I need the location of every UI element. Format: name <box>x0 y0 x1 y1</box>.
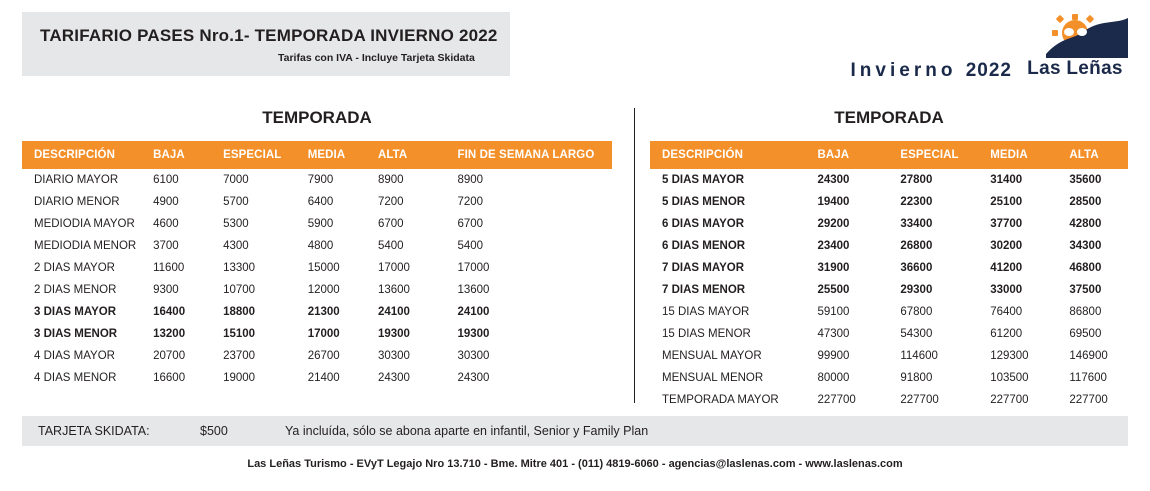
cell-descripcion: 15 DIAS MAYOR <box>662 306 750 318</box>
cell-baja: 25500 <box>817 284 850 296</box>
cell-especial: 67800 <box>900 306 933 318</box>
table-header-row <box>650 141 1128 169</box>
table-row <box>650 213 1128 235</box>
table-row <box>22 257 612 279</box>
cell-baja: 3700 <box>153 240 179 252</box>
skidata-label: TARJETA SKIDATA: <box>38 424 150 438</box>
cell-media: 15000 <box>307 262 340 274</box>
cell-media: 7900 <box>307 174 334 186</box>
cell-fin-semana: 19300 <box>457 328 490 340</box>
table-row <box>650 367 1128 389</box>
table-row <box>650 169 1128 191</box>
cell-fin-semana: 24300 <box>457 372 490 384</box>
cell-alta: 86800 <box>1069 306 1102 318</box>
cell-descripcion: 6 DIAS MAYOR <box>662 218 745 230</box>
cell-descripcion: MENSUAL MENOR <box>662 372 764 384</box>
column-header-especial: ESPECIAL <box>900 141 990 169</box>
table-row <box>22 213 612 235</box>
cell-alta: 37500 <box>1069 284 1102 296</box>
cell-media: 25100 <box>990 196 1023 208</box>
season-year: 2022 <box>965 60 1012 81</box>
left-table-heading: TEMPORADA <box>262 108 372 127</box>
cell-descripcion: DIARIO MAYOR <box>34 174 119 186</box>
column-divider <box>634 108 635 403</box>
cell-alta: 227700 <box>1069 394 1108 406</box>
page-title: TARIFARIO PASES Nro.1- TEMPORADA INVIERNO 2022 <box>40 26 498 45</box>
cell-media: 41200 <box>990 262 1023 274</box>
cell-media: 4800 <box>307 240 334 252</box>
cell-media: 61200 <box>990 328 1023 340</box>
cell-media: 21300 <box>307 306 340 318</box>
cell-baja: 59100 <box>817 306 850 318</box>
cell-especial: 23700 <box>223 350 256 362</box>
table-row <box>22 169 612 191</box>
cell-alta: 17000 <box>377 262 410 274</box>
right-price-table <box>650 141 1128 433</box>
cell-baja: 16400 <box>153 306 186 318</box>
table-row <box>650 191 1128 213</box>
cell-descripcion: 4 DIAS MENOR <box>34 372 117 384</box>
cell-especial: 114600 <box>900 350 938 362</box>
cell-media: 31400 <box>990 174 1023 186</box>
cell-especial: 29300 <box>900 284 933 296</box>
column-header-alta: ALTA <box>1069 141 1128 169</box>
cell-alta: 7200 <box>377 196 404 208</box>
cell-descripcion: 7 DIAS MAYOR <box>662 262 745 274</box>
cell-media: 33000 <box>990 284 1023 296</box>
cell-alta: 6700 <box>377 218 404 230</box>
table-row <box>650 323 1128 345</box>
cell-baja: 24300 <box>817 174 850 186</box>
footer-contact: Las Leñas Turismo - EVyT Legajo Nro 13.710 - Bme. Mitre 401 - (011) 4819-6060 - agencias@laslenas.com - www.laslenas.com <box>247 458 903 470</box>
cell-media: 129300 <box>990 350 1029 362</box>
cell-media: 30200 <box>990 240 1023 252</box>
table-row <box>22 235 612 257</box>
cell-especial: 91800 <box>900 372 933 384</box>
cell-alta: 117600 <box>1069 372 1107 384</box>
cell-especial: 22300 <box>900 196 933 208</box>
cell-baja: 13200 <box>153 328 186 340</box>
brand-name: Las Leñas <box>1027 58 1123 79</box>
cell-baja: 29200 <box>817 218 850 230</box>
cell-descripcion: 3 DIAS MENOR <box>34 328 118 340</box>
cell-fin-semana: 6700 <box>457 218 484 230</box>
season-word: Invierno <box>850 60 957 81</box>
column-header-especial: ESPECIAL <box>223 141 308 169</box>
column-header-baja: BAJA <box>817 141 900 169</box>
page-subtitle: Tarifas con IVA - Incluye Tarjeta Skidata <box>278 52 475 64</box>
table-row <box>22 191 612 213</box>
cell-especial: 4300 <box>223 240 249 252</box>
column-header-fin-de-semana-largo: FIN DE SEMANA LARGO <box>457 141 612 169</box>
cell-baja: 227700 <box>817 394 856 406</box>
table-row <box>22 367 612 389</box>
cell-media: 37700 <box>990 218 1023 230</box>
cell-media: 21400 <box>307 372 340 384</box>
cell-descripcion: DIARIO MENOR <box>34 196 120 208</box>
cell-especial: 5700 <box>223 196 249 208</box>
cell-alta: 8900 <box>377 174 404 186</box>
cell-alta: 69500 <box>1069 328 1102 340</box>
cell-media: 12000 <box>307 284 340 296</box>
column-header-baja: BAJA <box>153 141 223 169</box>
cell-baja: 99900 <box>817 350 850 362</box>
cell-descripcion: 15 DIAS MENOR <box>662 328 751 340</box>
cell-descripcion: 4 DIAS MAYOR <box>34 350 115 362</box>
cell-alta: 28500 <box>1069 196 1102 208</box>
table-row <box>650 235 1128 257</box>
column-header-descripcion: DESCRIPCIÓN <box>650 141 817 169</box>
cell-baja: 6100 <box>153 174 179 186</box>
cell-descripcion: MEDIODIA MAYOR <box>34 218 135 230</box>
right-table-heading: TEMPORADA <box>834 108 944 127</box>
cell-baja: 23400 <box>817 240 850 252</box>
table-row <box>650 345 1128 367</box>
cell-descripcion: MENSUAL MAYOR <box>662 350 762 362</box>
right-price-section <box>650 108 1128 433</box>
cell-fin-semana: 30300 <box>457 350 490 362</box>
left-price-section <box>22 108 612 389</box>
cell-alta: 46800 <box>1069 262 1102 274</box>
cell-media: 17000 <box>307 328 340 340</box>
table-row <box>650 279 1128 301</box>
cell-media: 6400 <box>307 196 334 208</box>
cell-descripcion: 2 DIAS MENOR <box>34 284 117 296</box>
cell-especial: 227700 <box>900 394 939 406</box>
cell-media: 76400 <box>990 306 1023 318</box>
cell-alta: 30300 <box>377 350 410 362</box>
table-row <box>650 301 1128 323</box>
cell-alta: 24100 <box>377 306 410 318</box>
table-row <box>22 323 612 345</box>
column-header-media: MEDIA <box>990 141 1069 169</box>
cell-especial: 10700 <box>223 284 256 296</box>
cell-fin-semana: 17000 <box>457 262 490 274</box>
column-header-media: MEDIA <box>308 141 378 169</box>
cell-baja: 11600 <box>153 262 185 274</box>
table-header-row <box>22 141 612 169</box>
cell-baja: 19400 <box>817 196 850 208</box>
cell-descripcion: 6 DIAS MENOR <box>662 240 746 252</box>
cell-especial: 26800 <box>900 240 933 252</box>
left-price-table <box>22 141 612 389</box>
cell-alta: 42800 <box>1069 218 1102 230</box>
cell-baja: 16600 <box>153 372 186 384</box>
skidata-price: $500 <box>200 424 228 438</box>
cell-alta: 5400 <box>377 240 404 252</box>
cell-especial: 7000 <box>223 174 249 186</box>
cell-descripcion: 5 DIAS MAYOR <box>662 174 745 186</box>
cell-baja: 31900 <box>817 262 850 274</box>
cell-especial: 27800 <box>900 174 933 186</box>
cell-especial: 54300 <box>900 328 933 340</box>
cell-especial: 18800 <box>223 306 256 318</box>
cell-descripcion: 5 DIAS MENOR <box>662 196 746 208</box>
cell-media: 103500 <box>990 372 1029 384</box>
brand-logo <box>1016 14 1134 84</box>
cell-fin-semana: 5400 <box>457 240 484 252</box>
cell-descripcion: 3 DIAS MAYOR <box>34 306 117 318</box>
cell-descripcion: MEDIODIA MENOR <box>34 240 137 252</box>
cell-baja: 9300 <box>153 284 179 296</box>
cell-especial: 5300 <box>223 218 249 230</box>
sun-mountain-logo-icon <box>1016 14 1134 60</box>
column-header-descripcion: DESCRIPCIÓN <box>22 141 153 169</box>
cell-descripcion: 2 DIAS MAYOR <box>34 262 115 274</box>
table-row <box>22 279 612 301</box>
cell-alta: 24300 <box>377 372 410 384</box>
table-row <box>22 301 612 323</box>
cell-alta: 34300 <box>1069 240 1102 252</box>
cell-fin-semana: 8900 <box>457 174 484 186</box>
cell-fin-semana: 24100 <box>457 306 490 318</box>
cell-fin-semana: 7200 <box>457 196 484 208</box>
cell-especial: 33400 <box>900 218 933 230</box>
column-header-alta: ALTA <box>378 141 457 169</box>
cell-alta: 19300 <box>377 328 410 340</box>
cell-baja: 47300 <box>817 328 850 340</box>
cell-descripcion: TEMPORADA MAYOR <box>662 394 779 406</box>
cell-media: 26700 <box>307 350 340 362</box>
cell-especial: 15100 <box>223 328 256 340</box>
cell-alta: 35600 <box>1069 174 1102 186</box>
season-label <box>851 60 1012 82</box>
cell-baja: 80000 <box>817 372 850 384</box>
cell-fin-semana: 13600 <box>457 284 490 296</box>
skidata-text: Ya incluída, sólo se abona aparte en infantil, Senior y Family Plan <box>285 424 649 438</box>
table-row <box>650 257 1128 279</box>
cell-baja: 4600 <box>153 218 179 230</box>
cell-descripcion: 7 DIAS MENOR <box>662 284 746 296</box>
cell-especial: 36600 <box>900 262 933 274</box>
cell-alta: 146900 <box>1069 350 1108 362</box>
cell-baja: 4900 <box>153 196 179 208</box>
table-row <box>22 345 612 367</box>
cell-alta: 13600 <box>377 284 410 296</box>
cell-media: 5900 <box>307 218 334 230</box>
cell-baja: 20700 <box>153 350 186 362</box>
cell-media: 227700 <box>990 394 1029 406</box>
cell-especial: 19000 <box>223 372 256 384</box>
cell-especial: 13300 <box>223 262 256 274</box>
table-row <box>650 389 1128 411</box>
